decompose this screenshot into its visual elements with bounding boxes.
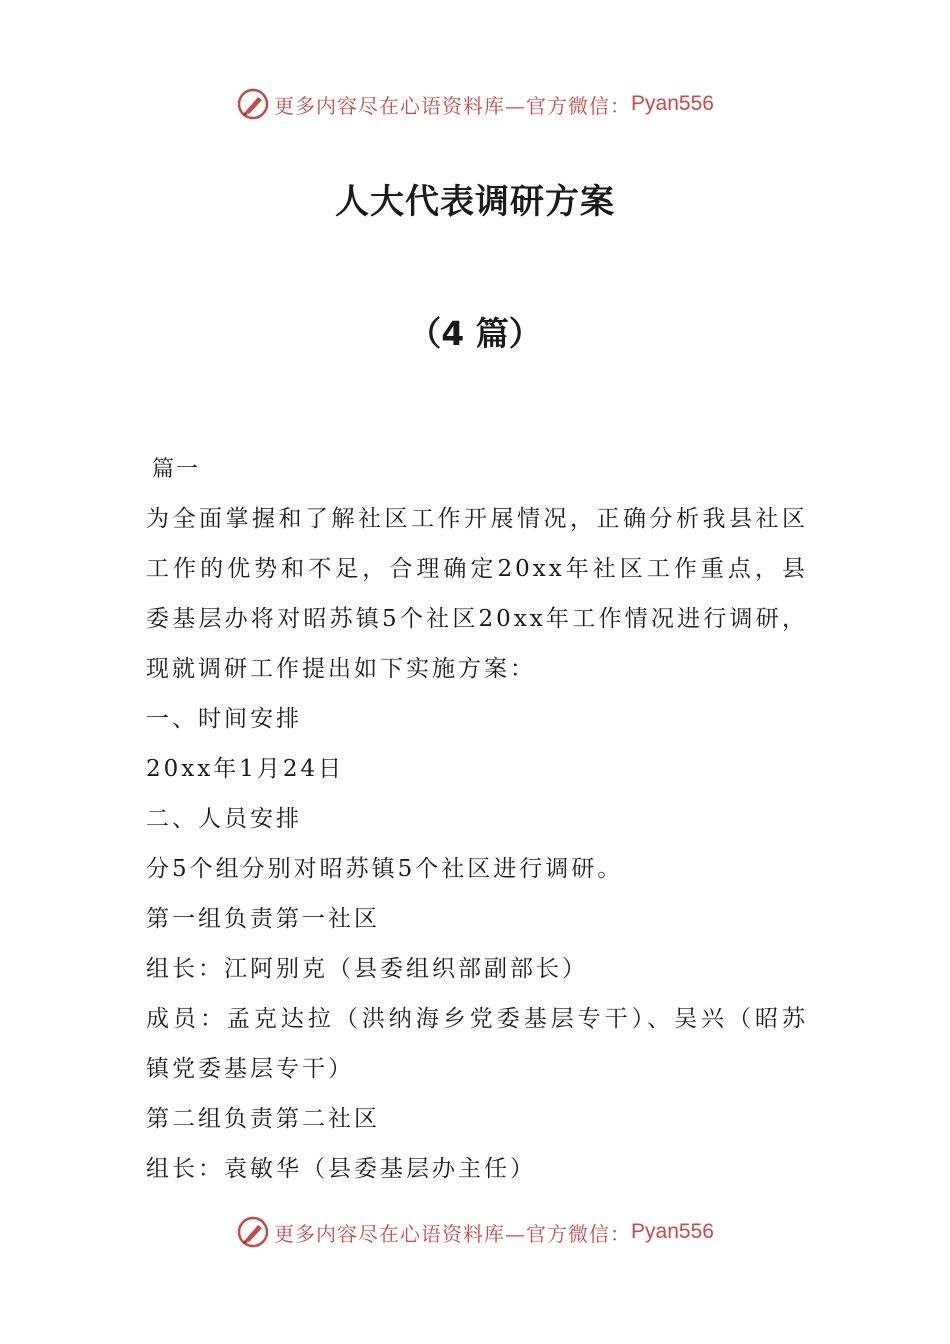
group-one-members: 成员：孟克达拉（洪纳海乡党委基层专干）、吴兴（昭苏镇党委基层专干）: [146, 1006, 808, 1082]
intro-paragraph: 为全面掌握和了解社区工作开展情况，正确分析我县社区工作的优势和不足，合理确定20xx年社区工作重点，县委基层办将对昭苏镇5个社区20xx年工作情况进行调研，现就调研工作提出如下实施方案：: [146, 506, 808, 682]
header-watermark-text: 更多内容尽在心语资料库—官方微信：: [274, 93, 632, 118]
footer-wechat-id: Pyan556: [631, 1220, 714, 1243]
group-two-heading: 第二组负责第二社区: [146, 1106, 380, 1132]
heading-time-arrangement: 一、时间安排: [146, 706, 302, 732]
pen-logo-icon: [236, 1215, 270, 1249]
pen-logo-icon: [236, 87, 270, 121]
footer-watermark-text: 更多内容尽在心语资料库—官方微信：: [274, 1221, 632, 1246]
document-title: 人大代表调研方案: [335, 182, 615, 222]
document-body: [146, 494, 808, 1194]
date-line: 20xx年1月24日: [146, 756, 345, 782]
header-watermark-banner: [0, 84, 950, 124]
group-one-heading: 第一组负责第一社区: [146, 906, 380, 932]
group-two-leader: 组长：袁敏华（县委基层办主任）: [146, 1156, 536, 1182]
header-wechat-id: Pyan556: [631, 92, 714, 115]
footer-watermark-banner: [0, 1212, 950, 1252]
document-subtitle: （4 篇）: [408, 314, 542, 353]
section-label: 篇一: [152, 457, 201, 482]
group-overview: 分5个组分别对昭苏镇5个社区进行调研。: [146, 856, 624, 882]
heading-staff-arrangement: 二、人员安排: [146, 806, 302, 832]
group-one-leader: 组长：江阿别克（县委组织部副部长）: [146, 956, 588, 982]
